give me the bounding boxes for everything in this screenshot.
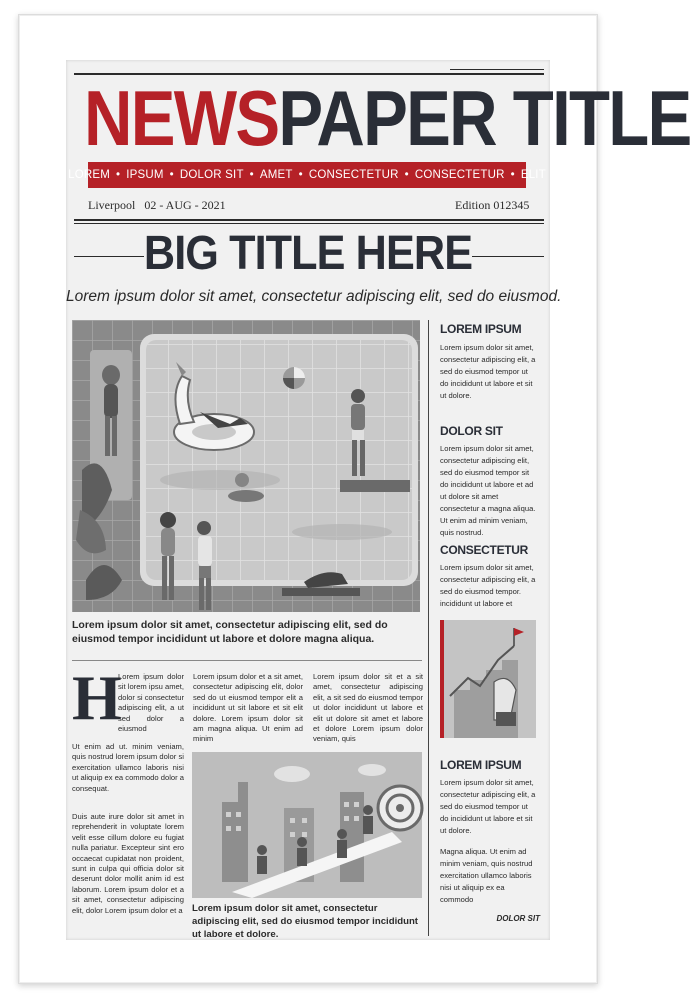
sidebar-text: Lorem ipsum dolor sit amet, consectetur adipiscing elit, a sed do eiusmod tempor ut do incididunt ut labore et sit ut dolore. bbox=[440, 778, 536, 835]
illustration-caption: Lorem ipsum dolor sit amet, consectetur adipiscing elit, sed do eiusmod tempor incididunt ut labore et dolore. bbox=[192, 903, 419, 940]
banner-sep: • bbox=[249, 169, 254, 181]
dropcap: H bbox=[72, 662, 122, 733]
masthead-dark: PAPER TITLE bbox=[278, 74, 691, 162]
sidebar-heading: LOREM IPSUM bbox=[440, 322, 522, 336]
banner-item: ELIT bbox=[520, 169, 546, 181]
sidebar-text: Lorem ipsum dolor sit amet, consectetur adipiscing elit, sed do eiusmod tempor sit do incididunt ut labore et ad ut dolore sit amet consectetur a magna aliqua. Ut enim ad minim veniam, quis nostrud. bbox=[440, 444, 536, 537]
dateline-rule-thin bbox=[74, 223, 544, 224]
caption-rule bbox=[72, 660, 422, 661]
article-col1-intro: Lorem ipsum dolor sit lorem ipsu amet, dolor si consectetur adipiscing elit, a ut sed dolor a eiusmod bbox=[118, 672, 184, 734]
dateline-right: Edition 012345 bbox=[455, 198, 530, 212]
banner-sep: • bbox=[510, 169, 515, 181]
sidebar-text: Lorem ipsum dolor sit amet, consectetur adipiscing elit, a sed do eiusmod tempor ut do incididunt ut labore et sit ut dolore. bbox=[440, 343, 536, 400]
banner-item: IPSUM bbox=[126, 169, 164, 181]
banner-item: CONSECTETUR bbox=[414, 169, 505, 181]
subheadline: Lorem ipsum dolor sit amet, consectetur adipiscing elit, sed do eiusmod. bbox=[66, 288, 562, 305]
banner-item: DOLOR SIT bbox=[179, 169, 244, 181]
article-col2: Lorem ipsum dolor et a sit amet, consectetur adipiscing elit, dolor sed do ut eiusmod tempor elit a incididunt ut sit labore et sit elit dolore. Lorem ipsum dolor sit am magna aliqua. Ut enim ad minim bbox=[193, 672, 303, 744]
dateline-left: Liverpool 02 - AUG - 2021 bbox=[88, 198, 226, 212]
banner-item: LOREM bbox=[68, 169, 110, 181]
footer-tag: DOLOR SIT bbox=[496, 914, 540, 923]
article-col1-p1: Ut enim ad ut. minim veniam, quis nostrud lorem ipsum dolor si exercitation ullamco laboris nisi ut aliquip ex ea commodo dolor a consequat. bbox=[72, 742, 184, 793]
masthead-red: NEWS bbox=[84, 74, 279, 162]
photo-caption: Lorem ipsum dolor sit amet, consectetur adipiscing elit, sed do eiusmod tempor incididunt ut labore et dolore magna aliqua. bbox=[72, 619, 388, 645]
banner-item: CONSECTETUR bbox=[308, 169, 399, 181]
sidebar-text: Lorem ipsum dolor sit amet, consectetur adipiscing elit, a sed do eiusmod tempor. incididunt ut labore et bbox=[440, 563, 536, 608]
sidebar-heading: DOLOR SIT bbox=[440, 424, 503, 438]
sidebar-heading: CONSECTETUR bbox=[440, 543, 529, 557]
top-rule-thin bbox=[450, 69, 544, 70]
headline: BIG TITLE HERE bbox=[143, 227, 473, 280]
sidebar-heading: LOREM IPSUM bbox=[440, 758, 522, 772]
banner-item: AMET bbox=[259, 169, 293, 181]
banner-sep: • bbox=[404, 169, 409, 181]
article-col1-p2: Duis aute irure dolor sit amet in reprehenderit in voluptate lorem velit esse cillum dolore eu fugiat nulla pariatur. Excepteur sint ero occaecat cupidatat non proident, sunt in culpa qui officia dolor sit deserunt dolor mollit anim id est laborum. Lorem ipsum dolor et a sit amet, consectetur adipiscing elit, dolor Lorem ipsum dolor et a bbox=[72, 812, 184, 915]
accent-bar bbox=[440, 620, 444, 738]
topics-banner bbox=[68, 162, 546, 188]
banner-sep: • bbox=[116, 169, 121, 181]
pool-illustration bbox=[72, 320, 420, 612]
banner-sep: • bbox=[298, 169, 303, 181]
article-col3: Lorem ipsum dolor sit et a sit amet, consectetur adipiscing elit, a sit sed do eiusmod tempor ut dolor incididunt ut labore et elit ut dolore sit amet et labore et dolore Lorem ipsum dolor veniam, quis bbox=[313, 672, 423, 744]
growth-illustration bbox=[440, 620, 536, 738]
sidebar-divider bbox=[428, 320, 429, 936]
masthead-title bbox=[84, 74, 691, 162]
dateline-rule bbox=[74, 219, 544, 221]
banner-sep: • bbox=[169, 169, 174, 181]
sidebar-text-extra: Magna aliqua. Ut enim ad minim veniam, quis nostrud exercitation ullamco laboris nisi ut aliquip ex ea commodo bbox=[440, 847, 533, 904]
city-illustration bbox=[192, 752, 422, 898]
